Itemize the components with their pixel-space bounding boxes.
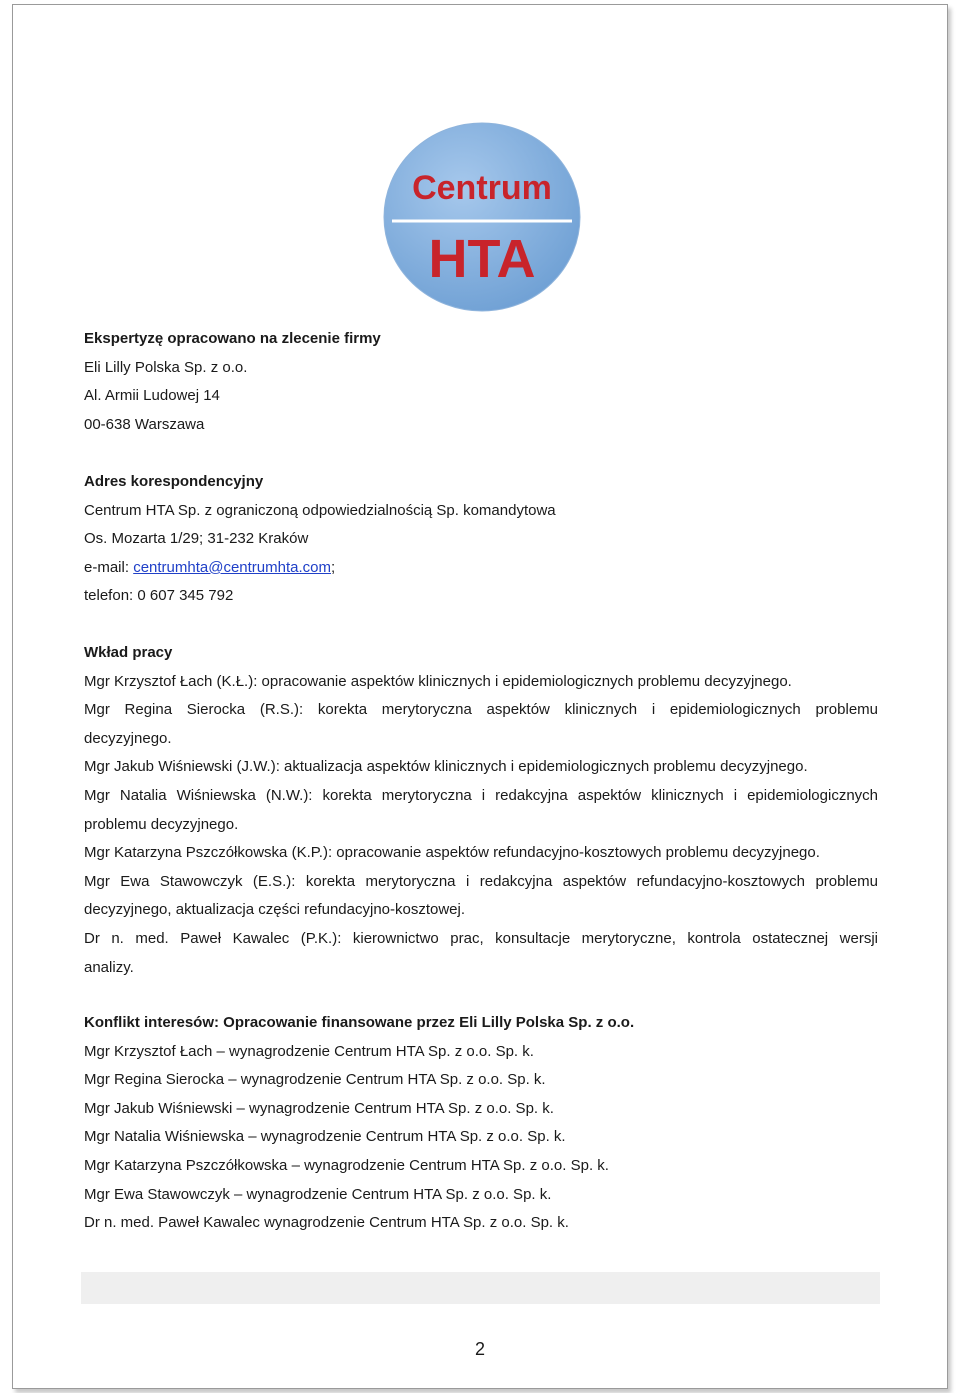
- logo-text-centrum: Centrum: [412, 169, 552, 207]
- conflict-line: Mgr Jakub Wiśniewski – wynagrodzenie Centrum HTA Sp. z o.o. Sp. k.: [84, 1099, 554, 1117]
- commission-line: Al. Armii Ludowej 14: [84, 387, 220, 405]
- work-line: Mgr Regina Sierocka (R.S.): korekta merytoryczna aspektów klinicznych i epidemiologicznych problemu: [84, 701, 878, 719]
- work-line: decyzyjnego, aktualizacja części refundacyjno-kosztowej.: [84, 901, 466, 919]
- address-line: Centrum HTA Sp. z ograniczoną odpowiedzialnością Sp. komandytowa: [84, 501, 556, 519]
- logo-text-hta: HTA: [428, 229, 536, 289]
- footer-bar: [81, 1272, 880, 1304]
- work-line: analizy.: [84, 958, 134, 976]
- work-line: Mgr Natalia Wiśniewska (N.W.): korekta merytoryczna i redakcyjna aspektów klinicznych i epidemiologicznych: [84, 786, 878, 804]
- email-line: [84, 554, 878, 583]
- commission-line: Eli Lilly Polska Sp. z o.o.: [84, 358, 248, 376]
- conflict-line: Mgr Ewa Stawowczyk – wynagrodzenie Centrum HTA Sp. z o.o. Sp. k.: [84, 1185, 552, 1203]
- email-suffix: ;: [331, 558, 336, 576]
- conflict-line: Mgr Katarzyna Pszczółkowska – wynagrodzenie Centrum HTA Sp. z o.o. Sp. k.: [84, 1156, 609, 1174]
- work-line: Mgr Ewa Stawowczyk (E.S.): korekta merytoryczna i redakcyjna aspektów refundacyjno-kosztowych problemu: [84, 872, 878, 890]
- commission-section: [84, 325, 878, 439]
- work-heading: Wkład pracy: [84, 644, 173, 661]
- conflict-line: Mgr Natalia Wiśniewska – wynagrodzenie Centrum HTA Sp. z o.o. Sp. k.: [84, 1128, 566, 1146]
- phone-line: telefon: 0 607 345 792: [84, 587, 234, 605]
- work-line: Mgr Katarzyna Pszczółkowska (K.P.): opracowanie aspektów refundacyjno-kosztowych problemu decyzyjnego.: [84, 844, 820, 862]
- email-label: e-mail:: [84, 558, 134, 576]
- address-line: Os. Mozarta 1/29; 31-232 Kraków: [84, 530, 309, 548]
- conflict-line: Dr n. med. Paweł Kawalec wynagrodzenie Centrum HTA Sp. z o.o. Sp. k.: [84, 1214, 569, 1232]
- work-line: problemu decyzyjnego.: [84, 815, 239, 833]
- work-line: Mgr Jakub Wiśniewski (J.W.): aktualizacja aspektów klinicznych i epidemiologicznych problemu decyzyjnego.: [84, 758, 808, 776]
- work-section: [84, 639, 878, 982]
- conflict-section: [84, 1009, 878, 1238]
- email-link[interactable]: centrumhta@centrumhta.com: [133, 558, 331, 576]
- conflict-heading: Konflikt interesów: Opracowanie finansowane przez Eli Lilly Polska Sp. z o.o.: [84, 1014, 635, 1031]
- commission-heading: Ekspertyzę opracowano na zlecenie firmy: [84, 330, 381, 347]
- page-number: 2: [474, 1339, 485, 1359]
- address-heading: Adres korespondencyjny: [84, 473, 264, 490]
- address-section: [84, 468, 878, 611]
- work-line: Mgr Krzysztof Łach (K.Ł.): opracowanie aspektów klinicznych i epidemiologicznych problemu decyzyjnego.: [84, 672, 792, 690]
- conflict-line: Mgr Regina Sierocka – wynagrodzenie Centrum HTA Sp. z o.o. Sp. k.: [84, 1071, 546, 1089]
- work-line: decyzyjnego.: [84, 729, 172, 747]
- work-line: Dr n. med. Paweł Kawalec (P.K.): kierownictwo prac, konsultacje merytoryczne, kontrola ostatecznej wersji: [84, 929, 878, 947]
- conflict-line: Mgr Krzysztof Łach – wynagrodzenie Centrum HTA Sp. z o.o. Sp. k.: [84, 1042, 534, 1060]
- centrum-hta-logo: [382, 121, 582, 313]
- commission-line: 00-638 Warszawa: [84, 415, 205, 433]
